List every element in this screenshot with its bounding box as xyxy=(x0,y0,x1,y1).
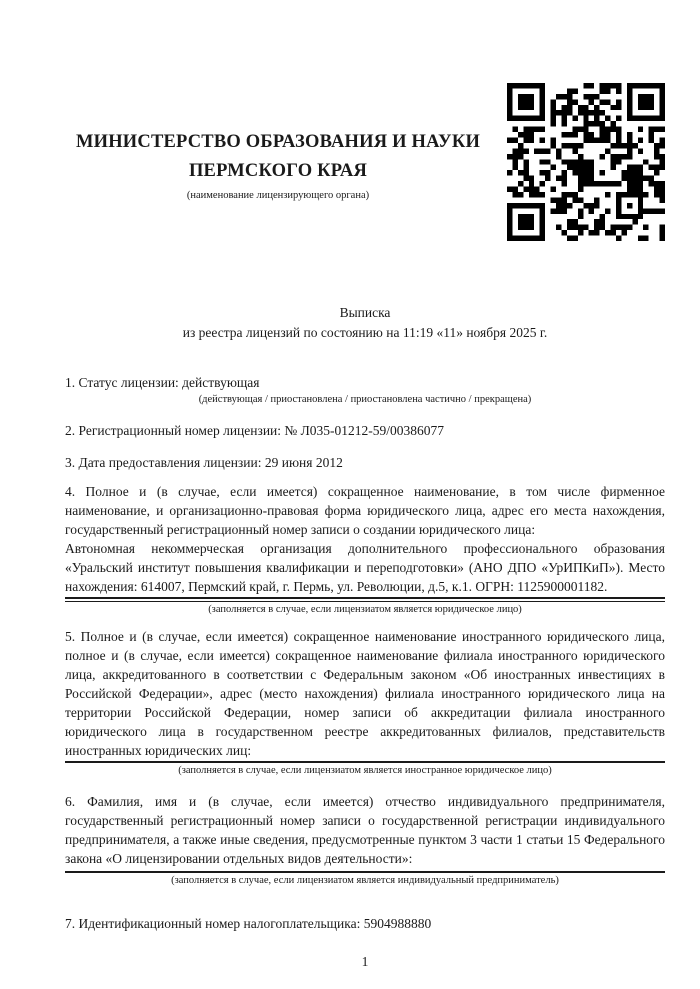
licensing-authority-block xyxy=(65,83,491,203)
qr-code xyxy=(507,83,665,241)
legal-entity-value: Автономная некоммерческая организация дополнительного профессионального образования «Уральский институт повышения квалификации и переподготовки» (АНО ДПО «УрИПКиП»). Место нахождения: 614007, Пермский край, г. Пермь, ул. Революции, д.5, к.1. ОГРН: 1125900001182. xyxy=(65,541,665,594)
grant-date: 3. Дата предоставления лицензии: 29 июня 2012 xyxy=(65,455,343,470)
document-title-line2: из реестра лицензий по состоянию на 11:19 «11» ноября 2025 г. xyxy=(182,325,548,340)
document-header xyxy=(65,0,665,241)
registration-number: 2. Регистрационный номер лицензии: № Л035-01212-59/00386077 xyxy=(65,423,445,438)
ministry-name-line1: МИНИСТЕРСТВО ОБРАЗОВАНИЯ И НАУКИ xyxy=(75,132,481,152)
taxpayer-number: 7. Идентификационный номер налогоплательщика: 5904988880 xyxy=(65,916,432,931)
license-status-options-caption: (действующая / приостановлена / приостановлена частично / прекращена) xyxy=(198,394,532,405)
ministry-name xyxy=(65,128,491,186)
legal-entity-caption: (заполняется в случае, если лицензиатом является юридическое лицо) xyxy=(208,604,522,615)
document-title-line1: Выписка xyxy=(339,305,391,320)
foreign-entity-caption: (заполняется в случае, если лицензиатом является иностранное юридическое лицо) xyxy=(178,765,552,776)
individual-entrepreneur-caption: (заполняется в случае, если лицензиатом является индивидуальный предприниматель) xyxy=(171,875,559,886)
document-title xyxy=(65,303,665,343)
license-status: 1. Статус лицензии: действующая xyxy=(65,375,260,390)
individual-entrepreneur-label: 6. Фамилия, имя и (в случае, если имеется) отчество индивидуального предпринимателя, государственный регистрационный номер записи о государственной регистрации индивидуального предпринимателя, а также иные сведения, предусмотренные пунктом 3 части 1 статьи 15 Федерального закона «О лицензировании отдельных видов деятельности»: xyxy=(65,794,665,866)
ministry-name-line2: ПЕРМСКОГО КРАЯ xyxy=(188,161,368,181)
foreign-entity-label: 5. Полное и (в случае, если имеется) сокращенное наименование иностранного юридического лица, полное и (в случае, если имеется) сокращенное наименование филиала иностранного юридического лица, аккредитованного в соответствии с Федеральным законом «Об иностранных инвестициях в Российской Федерации», адрес (место нахождения) филиала иностранного юридического лица на территории Российской Федерации, номер записи об аккредитации филиала иностранного юридического лица в государственном реестре аккредитованных филиалов, представительств иностранных юридических лиц: xyxy=(65,629,665,758)
legal-entity-label: 4. Полное и (в случае, если имеется) сокращенное наименование, в том числе фирменное наименование, и организационно-правовая форма юридического лица, адрес его места нахождения, государственный регистрационный номер записи о создании юридического лица: xyxy=(65,484,665,537)
ministry-caption: (наименование лицензирующего органа) xyxy=(186,190,370,201)
page-number: 1 xyxy=(361,954,369,969)
